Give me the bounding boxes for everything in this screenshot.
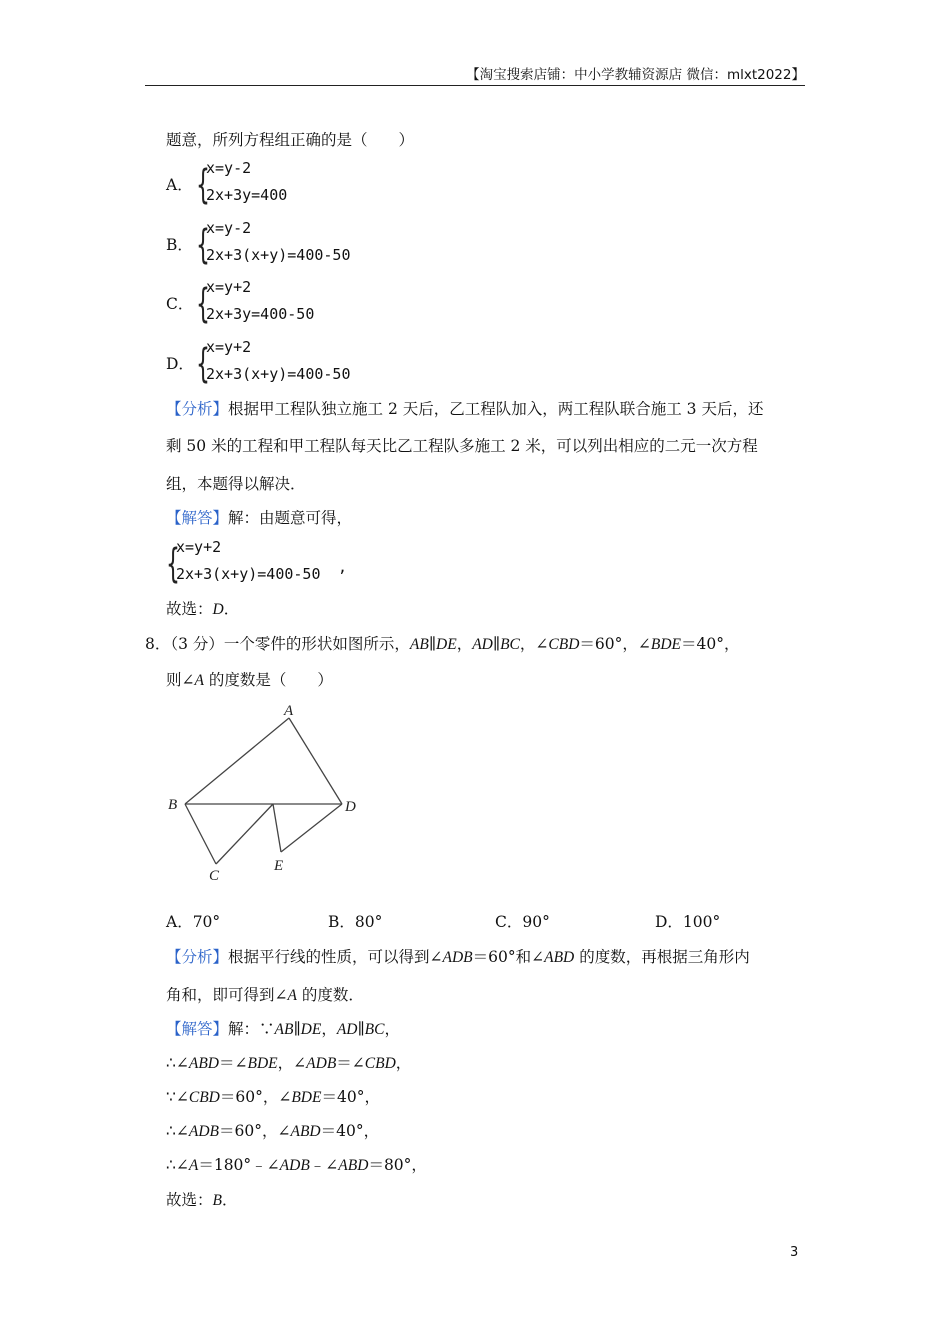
brace-icon: {: [166, 541, 180, 587]
equation: x=y-2: [206, 219, 252, 237]
q7-option-b-label: B．: [166, 236, 193, 254]
segment-ad: [289, 718, 342, 804]
equation: 2x+3y=400-50: [206, 305, 315, 323]
analysis-tag: 【分析】: [166, 400, 229, 418]
q7-stem-tail: 题意，所列方程组正确的是（ ）: [166, 131, 415, 149]
label-e: E: [274, 858, 284, 874]
q8-choice-a: A．70°: [166, 913, 221, 931]
q8-analysis-line-2: 角和，即可得到∠A 的度数．: [166, 986, 364, 1004]
equation: 2x+3y=400: [206, 186, 288, 204]
segment-bc: [185, 804, 216, 864]
q8-answer-line-2: ∴∠ABD＝∠BDE，∠ADB＝∠CBD，: [166, 1054, 412, 1072]
q7-option-a-label: A．: [166, 176, 193, 194]
answer-tag: 【解答】: [166, 1020, 229, 1038]
analysis-tag: 【分析】: [166, 948, 229, 966]
segment-mid-e: [273, 804, 281, 852]
q7-analysis-line-2: 剩 50 米的工程和甲工程队每天比乙工程队多施工 2 米，可以列出相应的二元一次方程: [166, 437, 758, 455]
equation: x=y+2: [206, 338, 252, 356]
header-rule: [145, 85, 805, 86]
segment-ab: [185, 718, 289, 804]
q7-option-c-label: C．: [166, 295, 194, 313]
q8-analysis-line-1: 【分析】根据平行线的性质，可以得到∠ADB＝60°和∠ABD 的度数，再根据三角形内: [166, 948, 750, 966]
brace-icon: {: [196, 162, 210, 208]
analysis-text: 根据甲工程队独立施工 2 天后，乙工程队加入，两工程队联合施工 3 天后，还: [228, 400, 764, 418]
q7-choose: 故选：D．: [166, 600, 240, 618]
q8-figure: [160, 700, 370, 890]
q8-answer-line-3: ∵∠CBD＝60°，∠BDE＝40°，: [166, 1088, 380, 1106]
segment-c-mid: [216, 804, 273, 864]
answer-text: 解：由题意可得，: [228, 509, 353, 527]
label-b: B: [168, 797, 178, 813]
equation: 2x+3(x+y)=400-50: [206, 246, 351, 264]
q8-choose: 故选：B．: [166, 1191, 238, 1209]
q8-answer-line-4: ∴∠ADB＝60°，∠ABD＝40°，: [166, 1122, 380, 1140]
equation: x=y+2: [206, 278, 252, 296]
q8-stem-line-2: 则∠A 的度数是（ ）: [166, 671, 333, 689]
q7-analysis-line-3: 组，本题得以解决．: [166, 475, 306, 493]
segment-ed: [281, 804, 342, 852]
brace-icon: {: [196, 281, 210, 327]
q7-analysis-line-1: [166, 397, 763, 419]
page-header: 【淘宝搜索店铺：中小学教辅资源店 微信：mlxt2022】: [466, 67, 805, 83]
equation: x=y+2: [176, 538, 222, 556]
label-c: C: [209, 868, 220, 884]
equation: 2x+3(x+y)=400-50: [206, 365, 351, 383]
label-a: A: [284, 703, 294, 719]
q8-answer-line-1: 【解答】解：∵AB∥DE，AD∥BC，: [166, 1020, 400, 1038]
page-number: 3: [790, 1245, 799, 1260]
label-d: D: [345, 799, 356, 815]
q8-stem-line-1: 8．（3 分）一个零件的形状如图所示，AB∥DE，AD∥BC，∠CBD＝60°，∠BDE＝40°，: [145, 635, 740, 653]
q8-choice-c: C．90°: [495, 913, 550, 931]
comma: ,: [338, 558, 348, 576]
q8-choice-d: D．100°: [655, 913, 721, 931]
q7-option-d-label: D．: [166, 355, 194, 373]
q8-choice-b: B．80°: [328, 913, 383, 931]
q8-answer-line-5: ∴∠A＝180°﹣∠ADB﹣∠ABD＝80°，: [166, 1156, 427, 1174]
answer-tag: 【解答】: [166, 509, 229, 527]
brace-icon: {: [196, 222, 210, 268]
brace-icon: {: [196, 341, 210, 387]
equation: 2x+3(x+y)=400-50: [176, 565, 321, 583]
q7-answer-line-1: [166, 506, 352, 528]
equation: x=y-2: [206, 159, 252, 177]
